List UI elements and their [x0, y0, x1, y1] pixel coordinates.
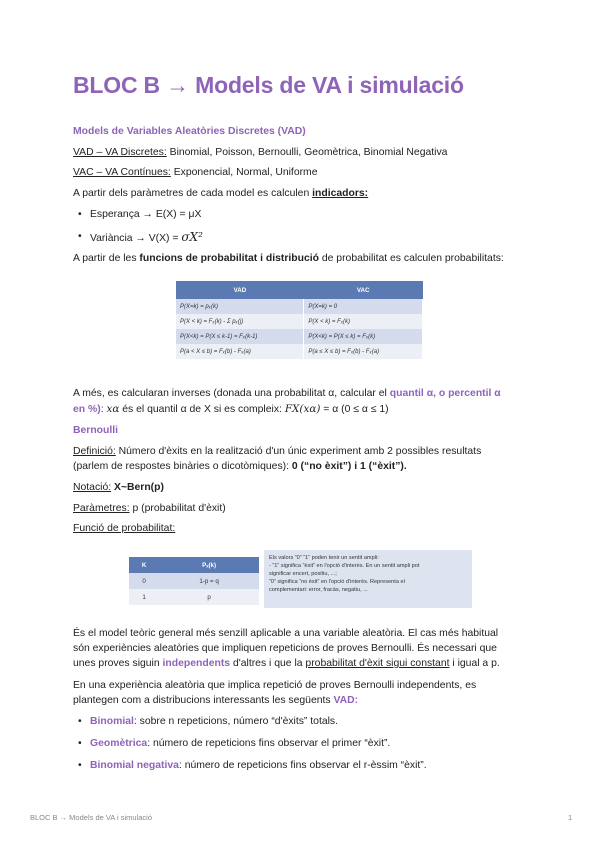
parametres-text: p (probabilitat d'èxit)	[129, 503, 226, 514]
definicio-line-1	[73, 445, 481, 459]
bullet-dot: •	[78, 716, 82, 727]
definicio-text-2: (parlem de respostes binàries o dicotòmiques):	[73, 461, 292, 472]
table-cell: 1-p = q	[159, 573, 259, 589]
note-line: complementari: error, fracàs, negatiu, ...	[269, 587, 368, 593]
table-cell: P(X=k) = pₓ(k)	[176, 299, 304, 314]
functions-pre: A partir de les	[73, 253, 140, 264]
constant-prob-text: probabilitat d'èxit sigui constant	[305, 658, 450, 669]
indicators-bold: indicadors:	[312, 188, 369, 199]
inverses-text: és el quantil α de X si es compleix:	[119, 404, 285, 415]
para-text: d'altres i que la	[230, 658, 306, 669]
bullet-dot: •	[78, 231, 82, 242]
para-experiencia-line-1: En una experiència aleatòria que implica repetició de proves Bernoulli independents, es	[73, 680, 477, 691]
definicio-text: Número d'èxits en la realització d'un únic experiment amb 2 possibles resultats	[115, 446, 482, 457]
functions-post: de probabilitat es calculen probabilitats:	[318, 253, 504, 264]
note-line: significar encert, positiu, ...;	[269, 571, 337, 577]
dist-text: : número de repeticions fins observar el r-èssim “èxit”.	[178, 760, 427, 771]
table-cell: P(a ≤ X ≤ b) = Fₓ(b) - Fₓ(a)	[304, 344, 423, 359]
note-box	[264, 550, 472, 608]
funcio-label: Funció de probabilitat:	[73, 523, 176, 534]
bullet-binomial-negativa	[90, 759, 427, 773]
bullet-binomial	[90, 715, 338, 729]
table-row	[176, 314, 423, 329]
bullet-dot: •	[78, 209, 82, 220]
vad-label: VAD – VA Discretes:	[73, 147, 167, 158]
table-cell: P(X < k) = Fₓ(k)	[304, 314, 423, 329]
variancia-math: σX²	[181, 230, 203, 244]
inverses-purple: quantil α, o percentil α	[389, 388, 501, 399]
bullet-dot: •	[78, 738, 82, 749]
dist-name: Binomial negativa	[90, 760, 179, 771]
note-line: Els valors “0” “1” poden tenir un sentit ampli:	[269, 555, 379, 561]
footer-title: BLOC B → Models de VA i simulació	[30, 813, 152, 822]
funcio-line	[73, 522, 175, 536]
definicio-line-2	[73, 460, 407, 474]
table-cell: P(X=k) = 0	[304, 299, 423, 314]
table-cell: P(X < k) = Fₓ(k) - Σ pₓ(j)	[176, 314, 304, 329]
bullet-geometrica	[90, 737, 390, 751]
table-cell: P(a < X ≤ b) = Fₓ(b) - Fₓ(a)	[176, 344, 304, 359]
definicio-bold: 0 (“no èxit”) i 1 (“èxit”).	[291, 461, 407, 472]
table-header-pk: Pₓ(k)	[159, 557, 259, 573]
table-cell: 0	[129, 573, 159, 589]
inverses-line-2	[73, 402, 389, 417]
independents-text: independents	[162, 658, 231, 669]
para-model-line-1: És el model teòric general més senzill aplicable a una variable aleatòria. El cas més habitual	[73, 628, 499, 639]
indicators-line	[73, 187, 368, 201]
table-row	[129, 573, 259, 589]
notacio-line	[73, 481, 164, 495]
note-line: “0” significa “no èxit” en l'opció d'interès. Representa el	[269, 579, 405, 585]
notacio-label: Notació:	[73, 482, 112, 493]
inverses-pre: A més, es calcularan inverses (donada una probabilitat α, calcular el	[73, 388, 390, 399]
table-row	[176, 329, 423, 344]
vad-text: Binomial, Poisson, Bernoulli, Geomètrica, Binomial Negativa	[166, 147, 448, 158]
dist-text: : sobre n repeticions, número “d'èxits” totals.	[133, 716, 339, 727]
vac-label: VAC – VA Contínues:	[73, 167, 171, 178]
page-number: 1	[568, 813, 573, 822]
indicators-pre: A partir dels paràmetres de cada model es calculen	[73, 188, 313, 199]
notacio-bold: X~Bern(p)	[111, 482, 164, 493]
para-model-line-2: són experiències aleatòries que impliquen repeticions de proves Bernoulli. És necessari que	[73, 643, 497, 654]
table-row	[176, 344, 423, 359]
probability-table	[176, 281, 423, 359]
vac-line	[73, 166, 318, 180]
para-model-line-3	[73, 657, 500, 671]
table-header-vac: VAC	[304, 281, 423, 299]
parametres-line	[73, 502, 226, 516]
table-header-k: K	[129, 557, 159, 573]
bullet-variancia	[90, 230, 203, 246]
vad-highlight: VAD:	[333, 695, 359, 706]
functions-line	[73, 252, 504, 266]
inverses-text: = α (0 ≤ α ≤ 1)	[320, 404, 389, 415]
vac-text: Exponencial, Normal, Uniforme	[170, 167, 318, 178]
table-row	[129, 589, 259, 605]
variancia-pre: Variància → V(X) =	[90, 233, 182, 244]
table-cell: P(X<k) = P(X ≤ k-1) = Fₓ(k-1)	[176, 329, 304, 344]
vad-line	[73, 146, 447, 160]
inverses-purple-2: en %)	[73, 404, 101, 415]
dist-name: Binomial	[90, 716, 134, 727]
functions-bold: funcions de probabilitat i distribució	[139, 253, 319, 264]
cdf-math: FX(xα)	[284, 403, 321, 415]
dist-text: : número de repeticions fins observar el primer “èxit”.	[147, 738, 391, 749]
table-cell: 1	[129, 589, 159, 605]
bernoulli-heading: Bernoulli	[73, 425, 119, 436]
table-cell: P(X<k) = P(X ≤ k) = Fₓ(k)	[304, 329, 423, 344]
para-text: plantegen com a distribucions interessants les següents	[73, 695, 334, 706]
bullet-dot: •	[78, 760, 82, 771]
table-header-vad: VAD	[176, 281, 304, 299]
table-cell: p	[159, 589, 259, 605]
para-text: i igual a p.	[449, 658, 500, 669]
quantile-math: xα	[106, 403, 120, 415]
inverses-line-1	[73, 387, 501, 401]
para-experiencia-line-2	[73, 694, 358, 708]
page-title: BLOC B → Models de VA i simulació	[73, 72, 464, 98]
parametres-label: Paràmetres:	[73, 503, 130, 514]
section-heading-vad: Models de Variables Aleatòries Discretes (VAD)	[73, 126, 306, 137]
note-line: - “1” significa “èxit” en l'opció d'interès. En un sentit ampli pot	[269, 563, 420, 569]
bernoulli-table	[129, 557, 259, 605]
definicio-label: Definició:	[73, 446, 116, 457]
inverses-text: :	[100, 404, 107, 415]
dist-name: Geomètrica	[90, 738, 148, 749]
para-text: unes proves siguin	[73, 658, 163, 669]
table-row	[176, 299, 423, 314]
bullet-esperanca: Esperança → E(X) = μX	[90, 209, 202, 220]
